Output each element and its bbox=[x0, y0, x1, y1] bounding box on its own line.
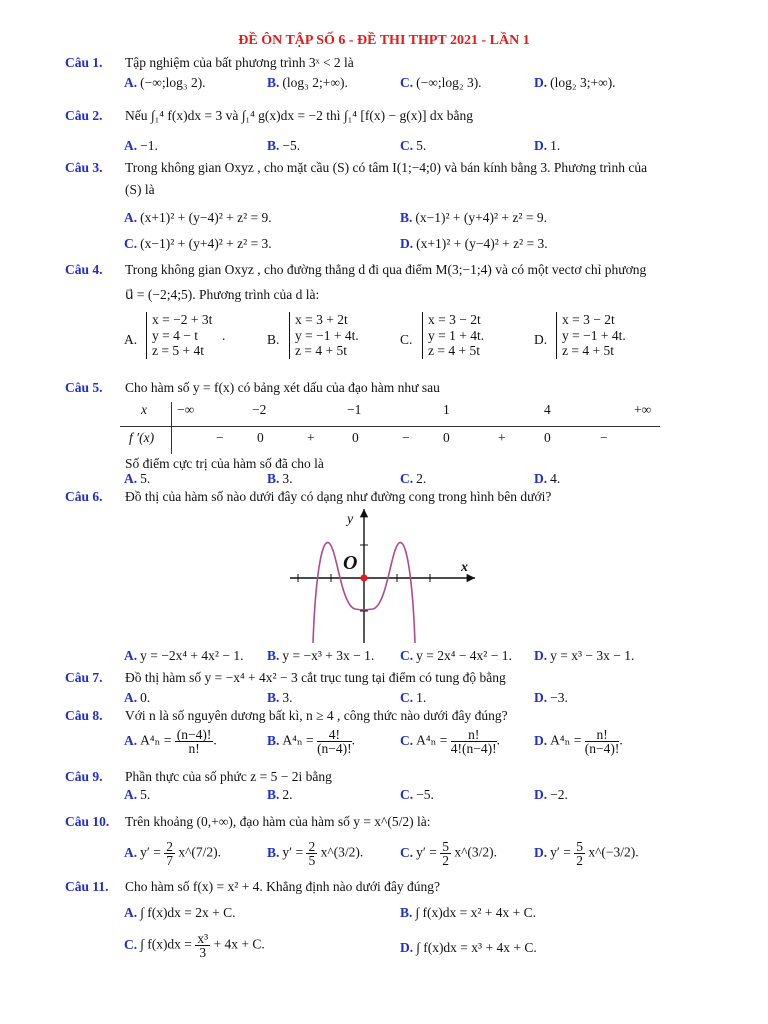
question-stem: Đồ thị hàm số y = −x⁴ + 4x² − 3 cắt trục tung tại điểm có tung độ bằng bbox=[125, 670, 506, 685]
option-a[interactable]: A. 0. bbox=[124, 690, 151, 705]
answer-row bbox=[0, 236, 768, 260]
table-sign: + bbox=[498, 430, 506, 445]
answer-row bbox=[0, 905, 768, 929]
option-c[interactable]: C. 5. bbox=[400, 138, 427, 153]
fraction: $\frac{2}{5}$ bbox=[308, 839, 316, 868]
question-stem: Đồ thị của hàm số nào dưới đây có dạng như đường cong trong hình bên dưới? bbox=[125, 489, 552, 504]
answer-row bbox=[0, 728, 768, 764]
x-axis-label: x bbox=[461, 560, 468, 575]
option-a[interactable]: A. 5. bbox=[124, 471, 151, 486]
option-d[interactable]: D. −3. bbox=[534, 690, 568, 705]
table-sign: − bbox=[402, 430, 410, 445]
question-number: Câu 7. bbox=[65, 670, 103, 685]
question-number: Câu 6. bbox=[65, 489, 103, 504]
question-stem-line-2: Số điểm cực trị của hàm số đã cho là bbox=[125, 456, 324, 471]
fraction: $\frac{5}{2}$ bbox=[442, 839, 449, 868]
table-x-value: 4 bbox=[544, 402, 551, 417]
option-c[interactable]: C. (−∞;log₂ 3). bbox=[400, 75, 482, 90]
question-stem-line-2: (S) là bbox=[125, 182, 155, 197]
table-x-value: −∞ bbox=[177, 402, 195, 417]
option-d[interactable]: D. 4. bbox=[534, 471, 561, 486]
question-number: Câu 1. bbox=[65, 55, 103, 70]
answer-row bbox=[0, 648, 768, 672]
option-b[interactable]: B. 3. bbox=[267, 690, 293, 705]
question-10 bbox=[0, 814, 768, 838]
table-sign: − bbox=[600, 430, 608, 445]
table-column-divider bbox=[171, 402, 172, 454]
question-stem: Trong không gian Oxyz , cho mặt cầu (S) có tâm I(1;−4;0) và bán kính bằng 3. Phương trình của bbox=[125, 160, 648, 175]
option-c[interactable]: C. ∫ f(x)dx = $\frac{\text{x³}}{3}$ + 4x + C. bbox=[124, 931, 265, 960]
table-x-value: −1 bbox=[347, 402, 362, 417]
option-b[interactable]: B. −5. bbox=[267, 138, 301, 153]
option-a[interactable]: A. y′ = $\frac{2}{7}$ x^(7/2). bbox=[124, 839, 222, 868]
option-d[interactable]: D. 1. bbox=[534, 138, 561, 153]
option-d[interactable]: D. ∫ f(x)dx = x³ + 4x + C. bbox=[400, 940, 537, 955]
table-sign: − bbox=[216, 430, 224, 445]
option-b[interactable]: B. y′ = $\frac{2}{5}$ x^(3/2). bbox=[267, 839, 364, 868]
option-a[interactable]: A. (−∞;log₃ 2). bbox=[124, 75, 206, 90]
option-key: D. bbox=[534, 332, 548, 347]
option-d[interactable]: D. A⁴ₙ = $\frac{n!}{(n-4)!}$ . bbox=[534, 727, 623, 756]
answer-row bbox=[0, 932, 768, 968]
fraction: $\frac{(n-4)!}{n!}$ bbox=[176, 727, 212, 756]
function-graph bbox=[285, 505, 485, 645]
question-number: Câu 8. bbox=[65, 708, 103, 723]
option-b[interactable]: B. 3. bbox=[267, 471, 293, 486]
question-2 bbox=[0, 108, 768, 132]
option-d[interactable]: D. (x+1)² + (y−4)² + z² = 3. bbox=[400, 236, 548, 251]
question-stem: Với n là số nguyên dương bất kì, n ≥ 4 , công thức nào dưới đây đúng? bbox=[125, 708, 508, 723]
option-c[interactable]: C. y′ = $\frac{5}{2}$ x^(3/2). bbox=[400, 839, 498, 868]
table-divider bbox=[120, 426, 660, 427]
table-x-value: 1 bbox=[443, 402, 450, 417]
origin-point bbox=[360, 574, 367, 581]
fraction: $\frac{n!}{(n-4)!}$ bbox=[584, 727, 620, 756]
question-stem: Cho hàm số f(x) = x² + 4. Khẳng định nào dưới đây đúng? bbox=[125, 879, 440, 894]
answer-row bbox=[0, 787, 768, 811]
option-c[interactable]: C. 1. bbox=[400, 690, 427, 705]
fraction: $\frac{2}{7}$ bbox=[166, 839, 173, 868]
question-stem: Nếu ∫₁⁴ f(x)dx = 3 và ∫₁⁴ g(x)dx = −2 thì ∫₁⁴ [f(x) − g(x)] dx bằng bbox=[125, 108, 473, 123]
equation-system: x = 3 − 2t y = 1 + 4t. z = 4 + 5t bbox=[422, 312, 484, 359]
option-b[interactable]: B. A⁴ₙ = $\frac{4!}{(n-4)!}$ . bbox=[267, 727, 356, 756]
fraction: $\frac{n!}{4!(n-4)!}$ bbox=[450, 727, 497, 756]
option-a[interactable]: A. 5. bbox=[124, 787, 151, 802]
equation-system: x = −2 + 3t y = 4 − t . z = 5 + 4t bbox=[146, 312, 225, 359]
table-f-label: f ′(x) bbox=[129, 430, 155, 445]
option-a[interactable]: A. −1. bbox=[124, 138, 158, 153]
option-b[interactable]: B. 2. bbox=[267, 787, 293, 802]
question-number: Câu 11. bbox=[65, 879, 109, 894]
option-key: B. bbox=[267, 332, 280, 347]
answer-row bbox=[0, 210, 768, 234]
option-a[interactable]: A. (x+1)² + (y−4)² + z² = 9. bbox=[124, 210, 272, 225]
option-a[interactable]: A. A⁴ₙ = $\frac{(n-4)!}{n!}$ . bbox=[124, 727, 217, 756]
option-b[interactable]: B. y = −x³ + 3x − 1. bbox=[267, 648, 375, 663]
fraction: $\frac{\text{x³}}{3}$ bbox=[197, 931, 209, 960]
question-stem-line-2: u⃗ = (−2;4;5). Phương trình của d là: bbox=[125, 287, 320, 302]
question-number: Câu 10. bbox=[65, 814, 110, 829]
origin-label: O bbox=[343, 552, 358, 574]
table-x-label: x bbox=[141, 402, 147, 417]
question-number: Câu 4. bbox=[65, 262, 103, 277]
table-sign: 0 bbox=[443, 430, 450, 445]
question-11 bbox=[0, 879, 768, 903]
equation-system: x = 3 + 2t y = −1 + 4t. z = 4 + 5t bbox=[289, 312, 359, 359]
option-a[interactable]: A. ∫ f(x)dx = 2x + C. bbox=[124, 905, 236, 920]
option-a[interactable]: A. y = −2x⁴ + 4x² − 1. bbox=[124, 648, 244, 663]
option-c[interactable]: C. y = 2x⁴ − 4x² − 1. bbox=[400, 648, 512, 663]
option-d[interactable]: D. −2. bbox=[534, 787, 568, 802]
option-c[interactable]: C. A⁴ₙ = $\frac{n!}{4!(n-4)!}$ . bbox=[400, 727, 501, 756]
question-stem: Tập nghiệm của bất phương trình 3ˣ < 2 là bbox=[125, 55, 354, 70]
y-axis-label: y bbox=[347, 512, 354, 527]
question-number: Câu 9. bbox=[65, 769, 103, 784]
option-d[interactable]: D. y = x³ − 3x − 1. bbox=[534, 648, 635, 663]
option-c[interactable]: C. −5. bbox=[400, 787, 434, 802]
option-key: C. bbox=[400, 332, 413, 347]
fraction: $\frac{4!}{(n-4)!}$ bbox=[317, 727, 352, 756]
table-sign: 0 bbox=[352, 430, 359, 445]
question-number: Câu 5. bbox=[65, 380, 103, 395]
answer-row bbox=[0, 138, 768, 162]
option-d[interactable]: D. y′ = $\frac{5}{2}$ x^(−3/2). bbox=[534, 839, 639, 868]
option-d[interactable]: D. (log₂ 3;+∞). bbox=[534, 75, 616, 90]
question-4 bbox=[0, 262, 768, 286]
question-stem: Trong không gian Oxyz , cho đường thẳng d đi qua điểm M(3;−1;4) và có một vectơ chỉ phương bbox=[125, 262, 647, 277]
question-5 bbox=[0, 380, 768, 404]
question-stem: Cho hàm số y = f(x) có bảng xét dấu của đạo hàm như sau bbox=[125, 380, 440, 395]
table-x-value: −2 bbox=[252, 402, 267, 417]
option-c[interactable]: C. 2. bbox=[400, 471, 427, 486]
question-number: Câu 3. bbox=[65, 160, 103, 175]
table-sign: + bbox=[307, 430, 315, 445]
table-sign: 0 bbox=[544, 430, 551, 445]
answer-row bbox=[0, 840, 768, 876]
question-stem: Phần thực của số phức z = 5 − 2i bằng bbox=[125, 769, 332, 784]
question-number: Câu 2. bbox=[65, 108, 103, 123]
page-title: ĐỀ ÔN TẬP SỐ 6 - ĐỀ THI THPT 2021 - LẦN 1 bbox=[238, 33, 530, 48]
answer-row bbox=[0, 75, 768, 99]
option-b[interactable]: B. ∫ f(x)dx = x² + 4x + C. bbox=[400, 905, 536, 920]
fraction: $\frac{5}{2}$ bbox=[576, 839, 583, 868]
option-c[interactable]: C. (x−1)² + (y+4)² + z² = 3. bbox=[124, 236, 272, 251]
table-x-value: +∞ bbox=[634, 402, 652, 417]
table-sign: 0 bbox=[257, 430, 264, 445]
option-b[interactable]: B. (log₃ 2;+∞). bbox=[267, 75, 348, 90]
question-3 bbox=[0, 160, 768, 184]
equation-system: x = 3 − 2t y = −1 + 4t. z = 4 + 5t bbox=[556, 312, 626, 359]
option-key: A. bbox=[124, 332, 138, 347]
question-stem: Trên khoảng (0,+∞), đạo hàm của hàm số y = x^(5/2) là: bbox=[125, 814, 431, 829]
option-b[interactable]: B. (x−1)² + (y+4)² + z² = 9. bbox=[400, 210, 547, 225]
